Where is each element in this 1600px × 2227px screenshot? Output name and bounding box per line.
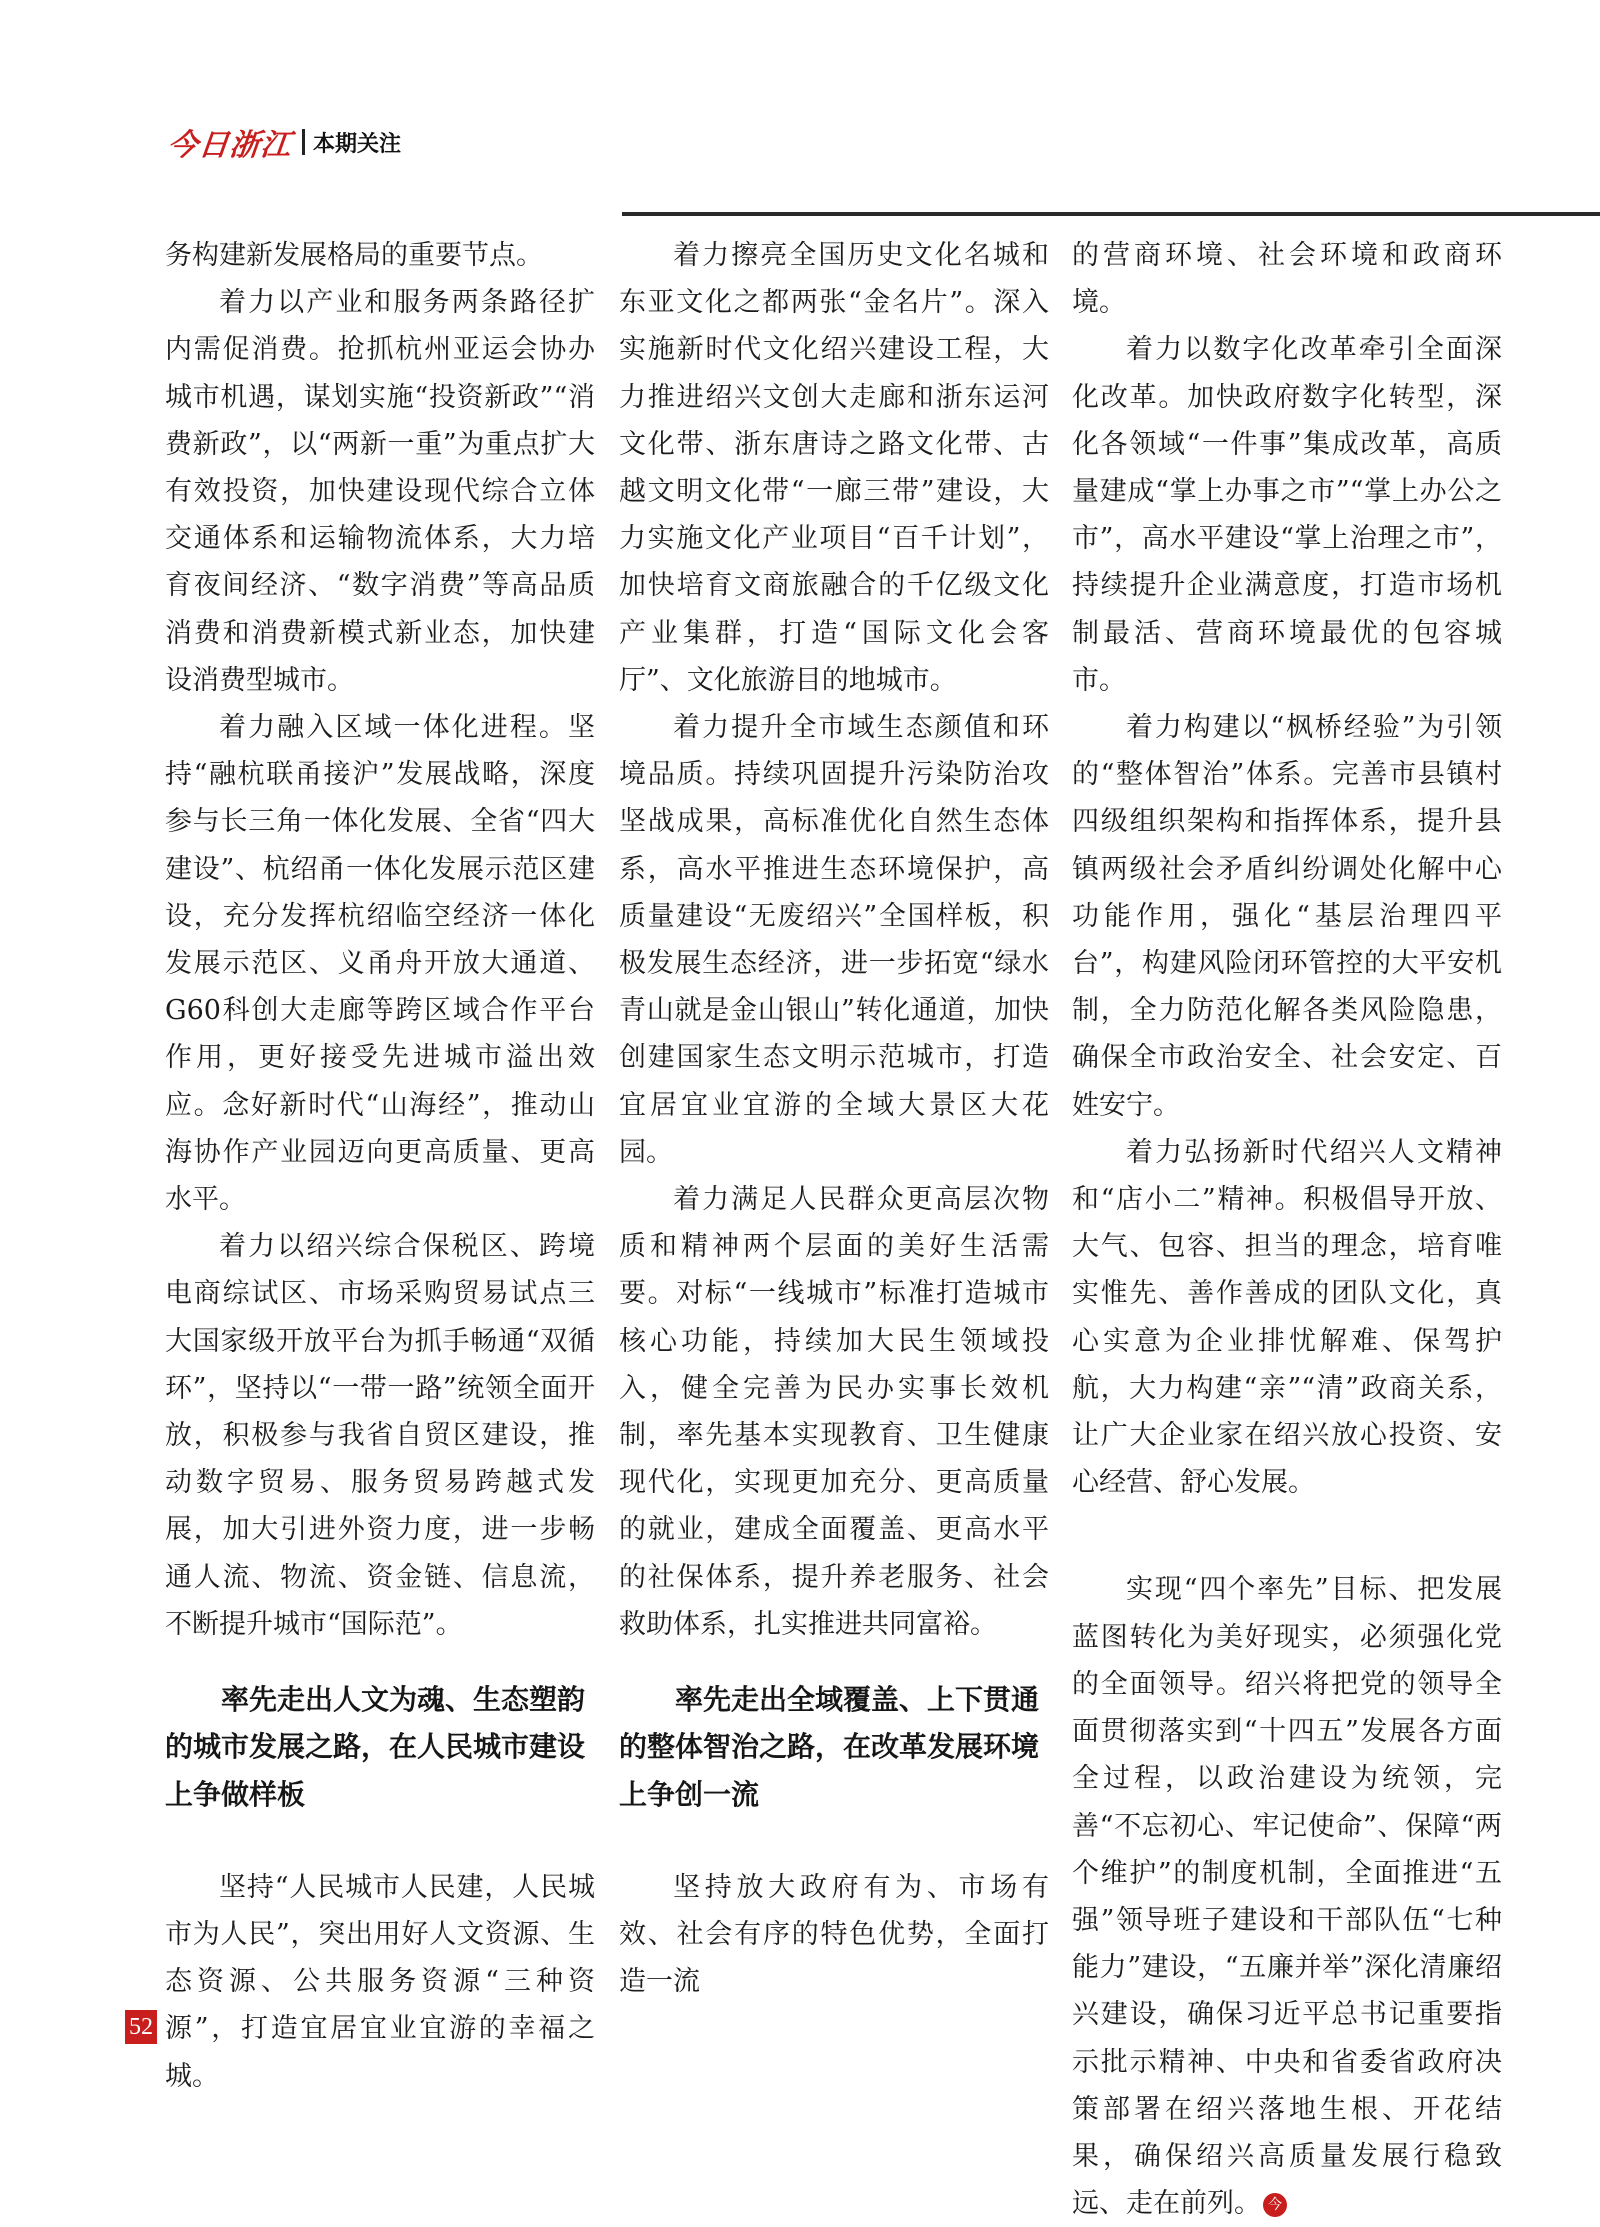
paragraph-text: 着力以绍兴综合保税区、跨境电商综试区、市场采购贸易试点三大国家级开放平台为抓手畅通“双循环”，坚持以“一带一路”统领全面开放，积极参与我省自贸区建设，推动数字贸易、服务贸易跨越式发展，加大引进外资力度，进一步畅通人流、物流、资金链、信息流，不断提升城市“国际范”。: [165, 1231, 595, 1640]
paragraph-text: 着力擦亮全国历史文化名城和东亚文化之都两张“金名片”。深入实施新时代文化绍兴建设工程，大力推进绍兴文创大走廊和浙东运河文化带、浙东唐诗之路文化带、古越文明文化带“一廊三带”建设，大力实施文化产业项目“百千计划”，加快培育文商旅融合的千亿级文化产业集群，打造“国际文化会客厅”、文化旅游目的地城市。: [619, 240, 1049, 696]
end-mark-icon: 今: [1263, 2193, 1287, 2217]
body-paragraph: [1072, 1566, 1502, 2227]
body-paragraph: [619, 704, 1049, 1176]
body-paragraph: [165, 279, 595, 704]
page-number: 52: [125, 2010, 157, 2044]
heading-spacer: [165, 1818, 595, 1864]
section-heading: 率先走出人文为魂、生态塑韵的城市发展之路，在人民城市建设上争做样板: [165, 1683, 586, 1811]
body-paragraph: [165, 1223, 595, 1648]
paragraph-text: 的营商环境、社会环境和政商环境。: [1072, 240, 1502, 319]
heading-spacer: [619, 1648, 1049, 1676]
paragraph-text: 坚持“人民城市人民建，人民城市为人民”，突出用好人文资源、生态资源、公共服务资源“三种资源”，打造宜居宜业宜游的幸福之城。: [165, 1871, 595, 2092]
body-paragraph: [1072, 1129, 1502, 1507]
body-paragraph: [619, 1864, 1049, 2006]
paragraph-text: 坚持放大政府有为、市场有效、社会有序的特色优势，全面打造一流: [619, 1871, 1049, 1998]
top-rule: [622, 212, 1600, 216]
paragraph-text: 着力以产业和服务两条路径扩内需促消费。抢抓杭州亚运会协办城市机遇，谋划实施“投资新政”“消费新政”，以“两新一重”为重点扩大有效投资，加快建设现代综合立体交通体系和运输物流体系，大力培育夜间经济、“数字消费”等高品质消费和消费新模式新业态，加快建设消费型城市。: [165, 287, 595, 696]
article-column-2: [619, 232, 1049, 2005]
section-heading: 率先走出全域覆盖、上下贯通的整体智治之路，在改革发展环境上争创一流: [619, 1683, 1040, 1811]
paragraph-text: 着力提升全市域生态颜值和环境品质。持续巩固提升污染防治攻坚战成果，高标准优化自然生态体系，高水平推进生态环境保护，高质量建设“无废绍兴”全国样板，积极发展生态经济，进一步拓宽“绿水青山就是金山银山”转化通道，加快创建国家生态文明示范城市，打造宜居宜业宜游的全域大景区大花园。: [619, 712, 1049, 1168]
paragraph-text: 着力弘扬新时代绍兴人文精神和“店小二”精神。积极倡导开放、大气、包容、担当的理念，培育唯实惟先、善作善成的团队文化，真心实意为企业排忧解难、保驾护航，大力构建“亲”“清”政商关系，让广大企业家在绍兴放心投资、安心经营、舒心发展。: [1072, 1136, 1502, 1499]
paragraph-text: 务构建新发展格局的重要节点。: [165, 240, 543, 271]
body-paragraph: [165, 232, 595, 279]
page-header: [165, 126, 402, 163]
section-label: 本期关注: [313, 131, 402, 157]
section-gap: [1072, 1506, 1502, 1566]
body-paragraph: [165, 704, 595, 1223]
body-paragraph: [619, 1176, 1049, 1648]
heading-spacer: [619, 1818, 1049, 1864]
body-paragraph: [1072, 326, 1502, 704]
heading-spacer: [165, 1648, 595, 1676]
header-divider: [302, 129, 305, 155]
paragraph-text: 着力构建以“枫桥经验”为引领的“整体智治”体系。完善市县镇村四级组织架构和指挥体系，提升县镇两级社会矛盾纠纷调处化解中心功能作用，强化“基层治理四平台”，构建风险闭环管控的大平安机制，全力防范化解各类风险隐患，确保全市政治安全、社会安定、百姓安宁。: [1072, 712, 1502, 1121]
article-column-3: [1072, 232, 1502, 2227]
body-paragraph: [165, 1864, 595, 2100]
body-paragraph: [619, 232, 1049, 704]
paragraph-text: 着力融入区域一体化进程。坚持“融杭联甬接沪”发展战略，深度参与长三角一体化发展、全省“四大建设”、杭绍甬一体化发展示范区建设，充分发挥杭绍临空经济一体化发展示范区、义甬舟开放大通道、G60科创大走廊等跨区域合作平台作用，更好接受先进城市溢出效应。念好新时代“山海经”，推动山海协作产业园迈向更高质量、更高水平。: [165, 712, 595, 1216]
body-paragraph: [1072, 704, 1502, 1129]
paragraph-text: 实现“四个率先”目标、把发展蓝图转化为美好现实，必须强化党的全面领导。绍兴将把党的领导全面贯彻落实到“十四五”发展各方面全过程，以政治建设为统领，完善“不忘初心、牢记使命”、保障“两个维护”的制度机制，全面推进“五强”领导班子建设和干部队伍“七种能力”建设，“五廉并举”深化清廉绍兴建设，确保习近平总书记重要指示批示精神、中央和省委省政府决策部署在绍兴落地生根、开花结果，确保绍兴高质量发展行稳致远、走在前列。: [1072, 1574, 1502, 2220]
paragraph-text: 着力满足人民群众更高层次物质和精神两个层面的美好生活需要。对标“一线城市”标准打造城市核心功能，持续加大民生领域投入，健全完善为民办实事长效机制，率先基本实现教育、卫生健康现代化，实现更加充分、更高质量的就业，建成全面覆盖、更高水平的社保体系，提升养老服务、社会救助体系，扎实推进共同富裕。: [619, 1184, 1049, 1640]
article-column-1: [165, 232, 595, 2100]
body-paragraph: [1072, 232, 1502, 326]
paragraph-text: 着力以数字化改革牵引全面深化改革。加快政府数字化转型，深化各领域“一件事”集成改革，高质量建成“掌上办事之市”“掌上办公之市”，高水平建设“掌上治理之市”，持续提升企业满意度，打造市场机制最活、营商环境最优的包容城市。: [1072, 334, 1502, 696]
magazine-logo: 今日浙江: [165, 128, 294, 163]
